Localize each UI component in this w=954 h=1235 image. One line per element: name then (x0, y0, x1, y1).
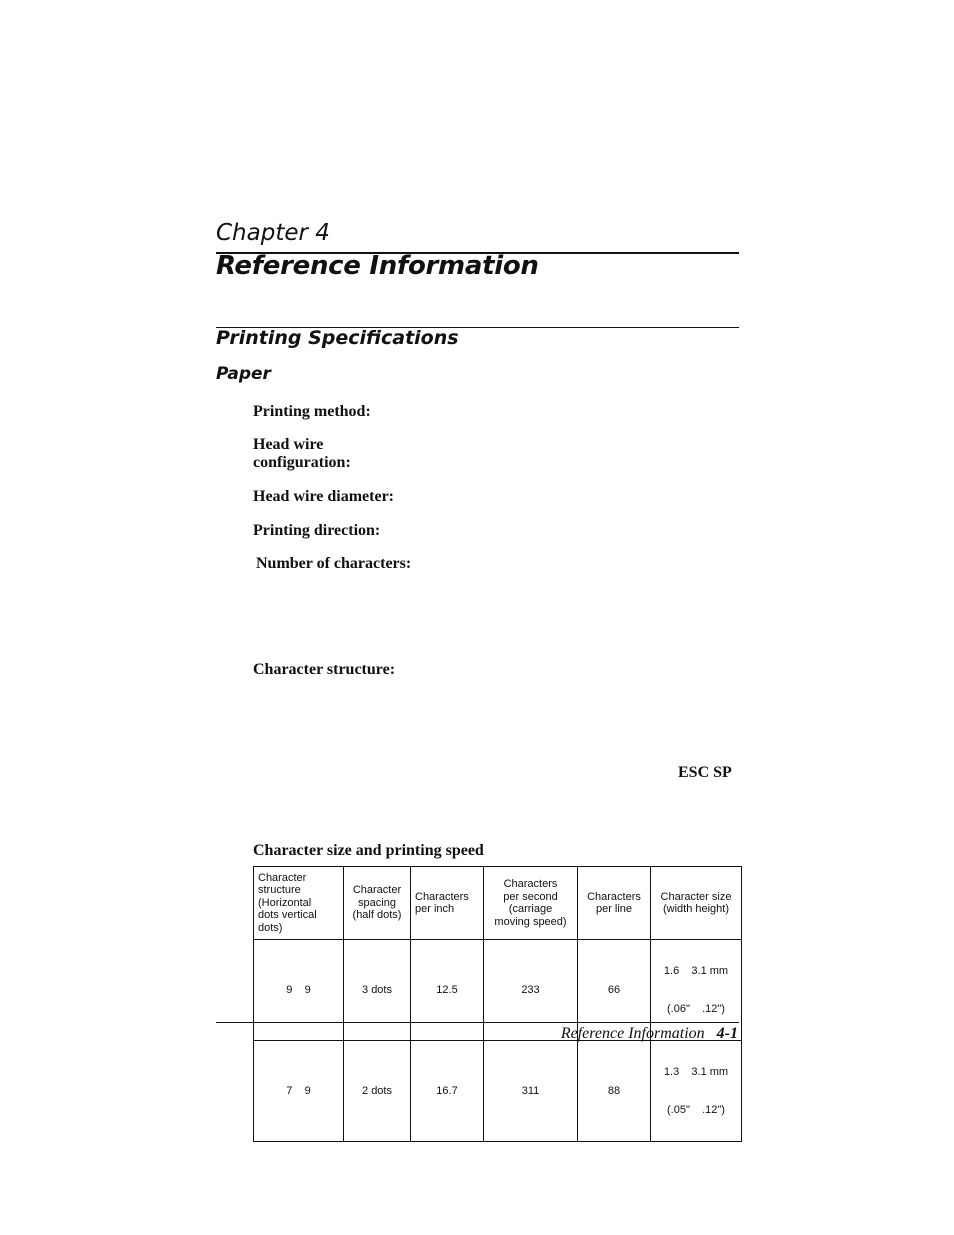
section-title: Printing Specifications (216, 327, 459, 349)
header-characters-per-inch: Characters per inch (411, 867, 484, 940)
header-character-structure: Character structure (Horizontal dots vertical dots) (254, 867, 344, 940)
printing-method-label: Printing method: (253, 403, 371, 420)
cell-cps: 311 (484, 1041, 578, 1142)
header-characters-per-line: Characters per line (578, 867, 651, 940)
cell-size: 1.3 3.1 mm (.05" .12") (651, 1041, 742, 1142)
footer-rule (216, 1022, 739, 1023)
table-row (254, 1041, 742, 1142)
esc-sp-command: ESC SP (678, 764, 732, 781)
printing-direction-label: Printing direction: (253, 522, 381, 539)
header-characters-per-second: Characters per second (carriage moving speed) (484, 867, 578, 940)
cell-cpl: 66 (578, 940, 651, 1041)
cell-spacing: 3 dots (344, 940, 411, 1041)
chapter-label: Chapter 4 (216, 220, 330, 246)
subsection-title: Paper (216, 364, 271, 384)
footer-running-title: Reference Information (560, 1025, 705, 1042)
header-character-spacing: Character spacing (half dots) (344, 867, 411, 940)
cell-spacing: 2 dots (344, 1041, 411, 1142)
chapter-title: Reference Information (216, 251, 539, 281)
page-footer (561, 1025, 738, 1043)
cell-cpi: 16.7 (411, 1041, 484, 1142)
character-size-speed-table (253, 866, 742, 1142)
cell-cpl: 88 (578, 1041, 651, 1142)
cell-structure: 7 9 (254, 1041, 344, 1142)
head-wire-config-line2: configuration: (253, 454, 351, 471)
character-structure-label: Character structure: (253, 661, 396, 678)
header-character-size: Character size (width height) (651, 867, 742, 940)
page-number: 4-1 (716, 1025, 738, 1042)
head-wire-config-label (253, 436, 351, 472)
cell-size: 1.6 3.1 mm (.06" .12") (651, 940, 742, 1041)
cell-structure: 9 9 (254, 940, 344, 1041)
cell-cpi: 12.5 (411, 940, 484, 1041)
number-of-characters-label: Number of characters: (256, 555, 412, 572)
cell-cps: 233 (484, 940, 578, 1041)
head-wire-diameter-label: Head wire diameter: (253, 488, 394, 505)
head-wire-config-line1: Head wire (253, 436, 324, 453)
table-header-row (254, 867, 742, 940)
table-caption: Character size and printing speed (253, 842, 484, 859)
